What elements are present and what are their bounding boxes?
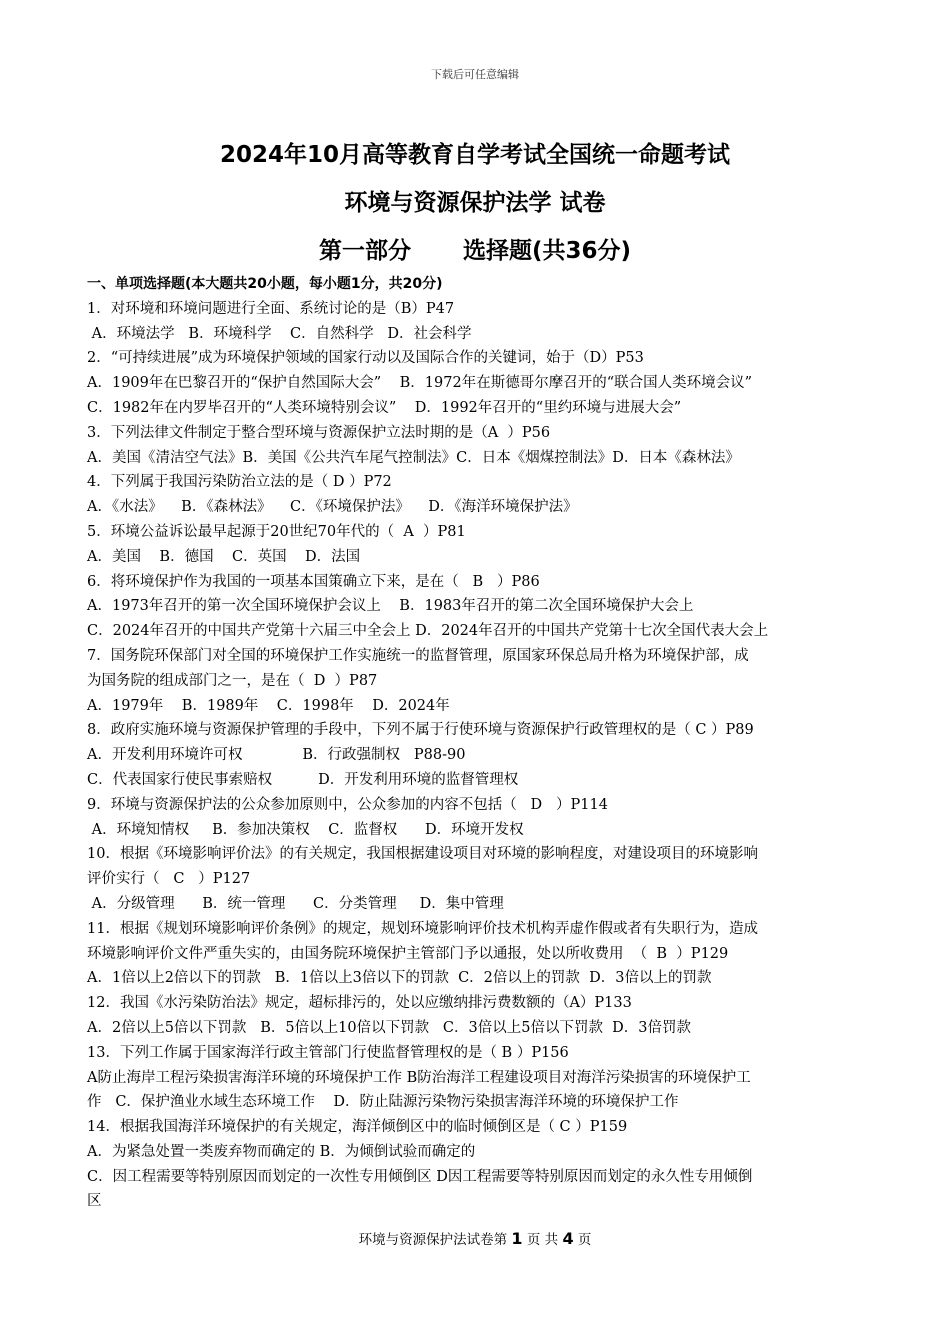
text-line: A．2倍以上5倍以下罚款 B．5倍以上10倍以下罚款 C．3倍以上5倍以下罚款 D．3倍罚款 [87,1019,692,1036]
exam-subtitle: 环境与资源保护法学 试卷 [344,190,606,216]
footer-total-pages: 4 [562,1229,574,1248]
text-line: 评价实行（ C ）P127 [87,871,251,888]
text-line: C．代表国家行使民事索赔权 D．开发利用环境的监督管理权 [87,771,519,788]
question-list [87,272,877,1214]
text-line: A．1979年 B．1989年 C．1998年 D．2024年 [87,697,450,714]
footer-suffix: 页 [577,1232,592,1248]
text-line: A．环境法学 B．环境科学 C．自然科学 D．社会科学 [87,325,472,342]
text-line: A．环境知情权 B．参加决策权 C．监督权 D．环境开发权 [87,821,524,838]
text-line: A．分级管理 B．统一管理 C．分类管理 D．集中管理 [87,895,504,912]
header-note: 下载后可任意编辑 [431,68,519,81]
part-title [0,232,950,265]
text-line: 11．根据《规划环境影响评价条例》的规定，规划环境影响评价技术机构弄虚作假或者有失职行为，造成 [87,920,758,937]
text-line: A．1973年召开的第一次全国环境保护会议上 B．1983年召开的第二次全国环境保护大会上 [87,598,694,615]
text-line: 10．根据《环境影响评价法》的有关规定，我国根据建设项目对环境的影响程度，对建设项目的环境影响 [87,846,758,863]
part-label: 第一部分 [318,238,411,264]
text-line: A．为紧急处置一类废弃物而确定的 B．为倾倒试验而确定的 [87,1143,476,1160]
text-line: 区 [87,1193,102,1210]
text-line: 6．将环境保护作为我国的一项基本国策确立下来，是在（ B ）P86 [87,573,540,590]
text-line: C．2024年召开的中国共产党第十六届三中全会上 D．2024年召开的中国共产党第十七次全国代表大会上 [87,623,769,640]
text-line: 2．“可持续进展”成为环境保护领域的国家行动以及国际合作的关键词，始于（D）P53 [87,350,644,367]
text-line: A．美国 B．德国 C．英国 D．法国 [87,548,361,565]
footer-page-number: 1 [511,1229,523,1248]
footer-prefix: 环境与资源保护法试卷第 [358,1232,508,1248]
text-line: A．1909年在巴黎召开的“保护自然国际大会” B．1972年在斯德哥尔摩召开的“联合国人类环境会议” [87,375,753,392]
text-line: 8．政府实施环境与资源保护管理的手段中，下列不属于行使环境与资源保护行政管理权的是（ C ）P89 [87,722,754,739]
text-line: 9．环境与资源保护法的公众参加原则中，公众参加的内容不包括（ D ）P114 [87,796,608,813]
text-line: 3．下列法律文件制定于整合型环境与资源保护立法时期的是（A ）P56 [87,424,551,441]
text-line: 作 C．保护渔业水域生态环境工作 D．防止陆源污染物污染损害海洋环境的环境保护工作 [87,1094,679,1111]
text-line: C．1982年在内罗毕召开的“人类环境特别会议” D．1992年召开的“里约环境与进展大会” [87,399,682,416]
text-line: 12．我国《水污染防治法》规定，超标排污的，处以应缴纳排污费数额的（A）P133 [87,995,632,1012]
text-line: 4．下列属于我国污染防治立法的是（ D ）P72 [87,474,392,491]
page-footer [0,1228,950,1248]
footer-middle: 页 共 [526,1232,559,1248]
text-line: A．《水法》 B．《森林法》 C．《环境保护法》 D．《海洋环境保护法》 [87,499,578,516]
text-line: 5．环境公益诉讼最早起源于20世纪70年代的（ A ）P81 [87,523,466,540]
text-line: C．因工程需要等特别原因而划定的一次性专用倾倒区 D因工程需要等特别原因而划定的永久性专用倾倒 [87,1168,753,1185]
text-line: 13．下列工作属于国家海洋行政主管部门行使监督管理权的是（ B ）P156 [87,1044,569,1061]
text-line: 14．根据我国海洋环境保护的有关规定，海洋倾倒区中的临时倾倒区是（ C ）P159 [87,1119,628,1136]
text-line: 1．对环境和环境问题进行全面、系统讨论的是（B）P47 [87,300,455,317]
part-subtitle: 选择题(共36分) [462,238,632,264]
text-line: 环境影响评价文件严重失实的，由国务院环境保护主管部门予以通报，处以所收费用 （ B ）P129 [87,945,729,962]
text-line: A防止海岸工程污染损害海洋环境的环境保护工作 B防治海洋工程建设项目对海洋污染损害的环境保护工 [87,1069,751,1086]
question-lines [87,297,877,1214]
text-line: A．美国《清洁空气法》B．美国《公共汽车尾气控制法》C．日本《烟煤控制法》D．日本《森林法》 [87,449,740,466]
text-line: 7．国务院环保部门对全国的环境保护工作实施统一的监督管理，原国家环保总局升格为环境保护部，成 [87,647,749,664]
text-line: 为国务院的组成部门之一，是在（ D ）P87 [87,672,378,689]
section-heading: 一、单项选择题(本大题共20小题，每小题1分，共20分) [87,276,443,292]
text-line: A．开发利用环境许可权 B．行政强制权 P88-90 [87,747,466,764]
exam-title: 2024年10月高等教育自学考试全国统一命题考试 [219,142,731,168]
text-line: A．1倍以上2倍以下的罚款 B．1倍以上3倍以下的罚款 C．2倍以上的罚款 D．3倍以上的罚款 [87,970,712,987]
